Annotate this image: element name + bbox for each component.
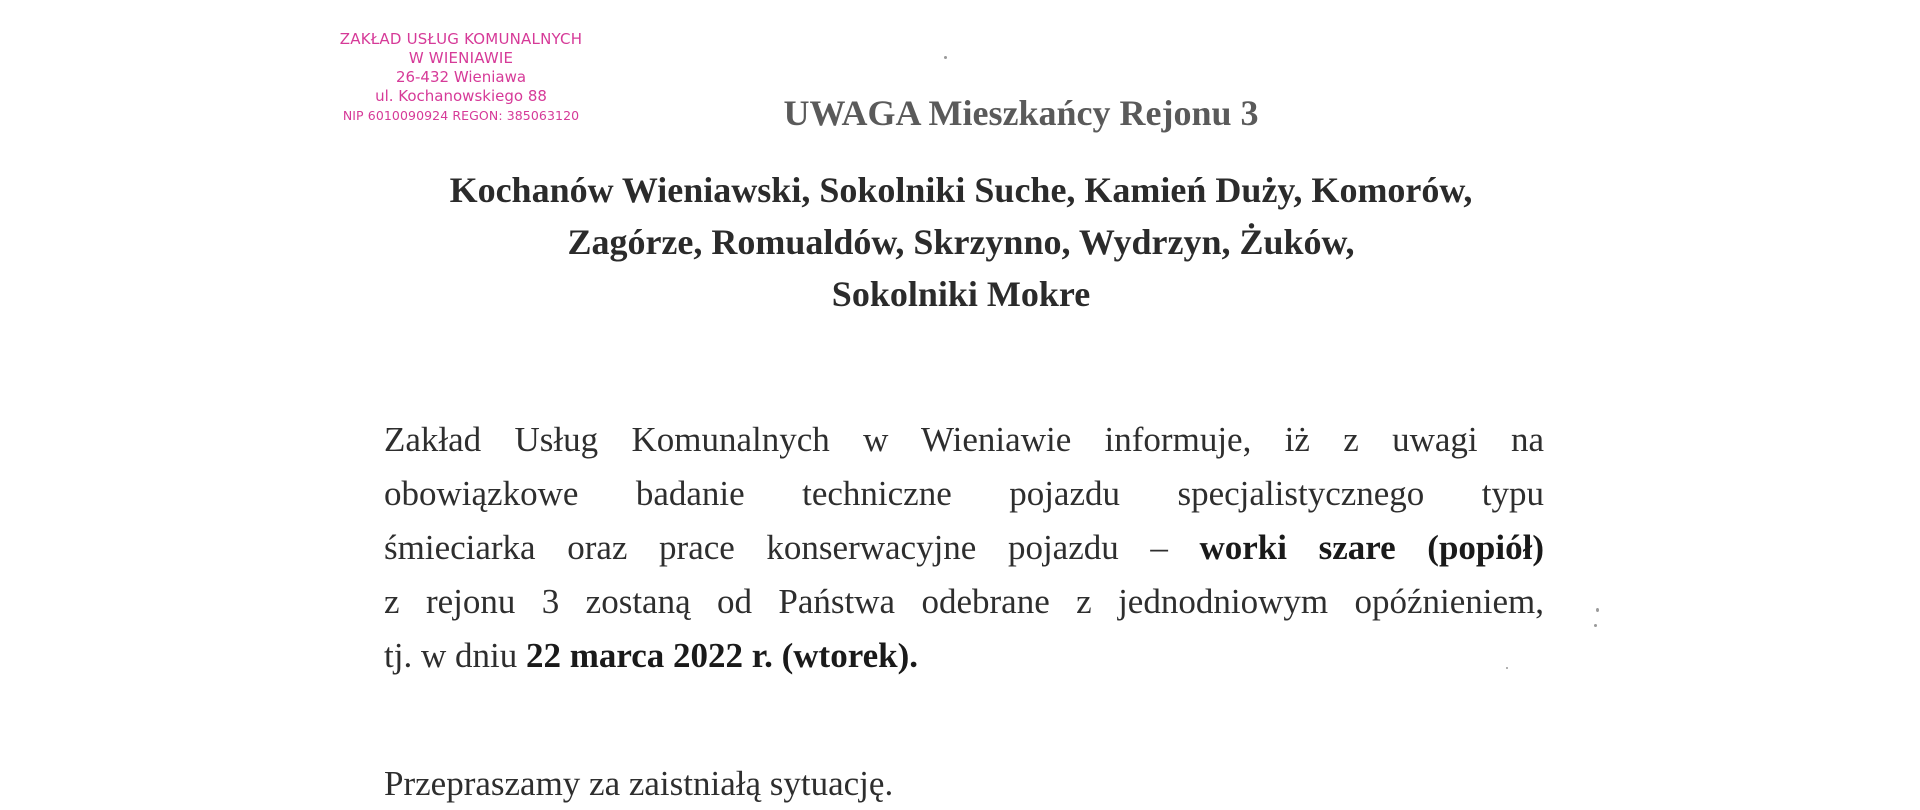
apology-text: Przepraszamy za zaistniałą sytuację. <box>384 764 894 803</box>
body-line: Zakład Usług Komunalnych w Wieniawie informuje, iż z uwagi na <box>384 420 1544 459</box>
scan-speck <box>1596 608 1599 612</box>
body-line <box>384 521 1544 575</box>
stamp-company-location: W WIENIAWIE <box>408 49 514 67</box>
body-line: obowiązkowe badanie techniczne pojazdu specjalistycznego typu <box>384 474 1544 513</box>
body-line-text: śmieciarka oraz prace konserwacyjne pojazdu – <box>384 528 1200 567</box>
village-list-line: Kochanów Wieniawski, Sokolniki Suche, Kamień Duży, Komorów, <box>449 170 1473 210</box>
stamp-street: ul. Kochanowskiego 88 <box>375 87 547 105</box>
stamp-company-name: ZAKŁAD USŁUG KOMUNALNYCH <box>339 30 583 48</box>
notice-heading <box>0 92 1920 134</box>
body-line <box>384 629 1544 683</box>
notice-heading-text: UWAGA Mieszkańcy Rejonu 3 <box>783 93 1259 133</box>
pickup-date-bold: 22 marca 2022 r. (wtorek). <box>525 636 919 675</box>
scan-speck <box>1594 624 1597 627</box>
scan-speck <box>1506 667 1508 669</box>
body-line-text: tj. w dniu <box>384 636 526 675</box>
waste-type-bold: worki szare (popiół) <box>1199 528 1544 567</box>
village-list-line: Sokolniki Mokre <box>831 274 1091 314</box>
stamp-postal-code: 26-432 Wieniawa <box>395 68 527 86</box>
scan-speck <box>944 56 947 59</box>
body-line: z rejonu 3 zostaną od Państwa odebrane z jednodniowym opóźnieniem, <box>384 582 1544 621</box>
village-list-line: Zagórze, Romualdów, Skrzynno, Wydrzyn, Żuków, <box>567 222 1355 262</box>
stamp-tax-ids: NIP 6010090924 REGON: 385063120 <box>342 108 580 123</box>
village-list <box>0 164 1920 320</box>
notice-body <box>384 413 1544 683</box>
